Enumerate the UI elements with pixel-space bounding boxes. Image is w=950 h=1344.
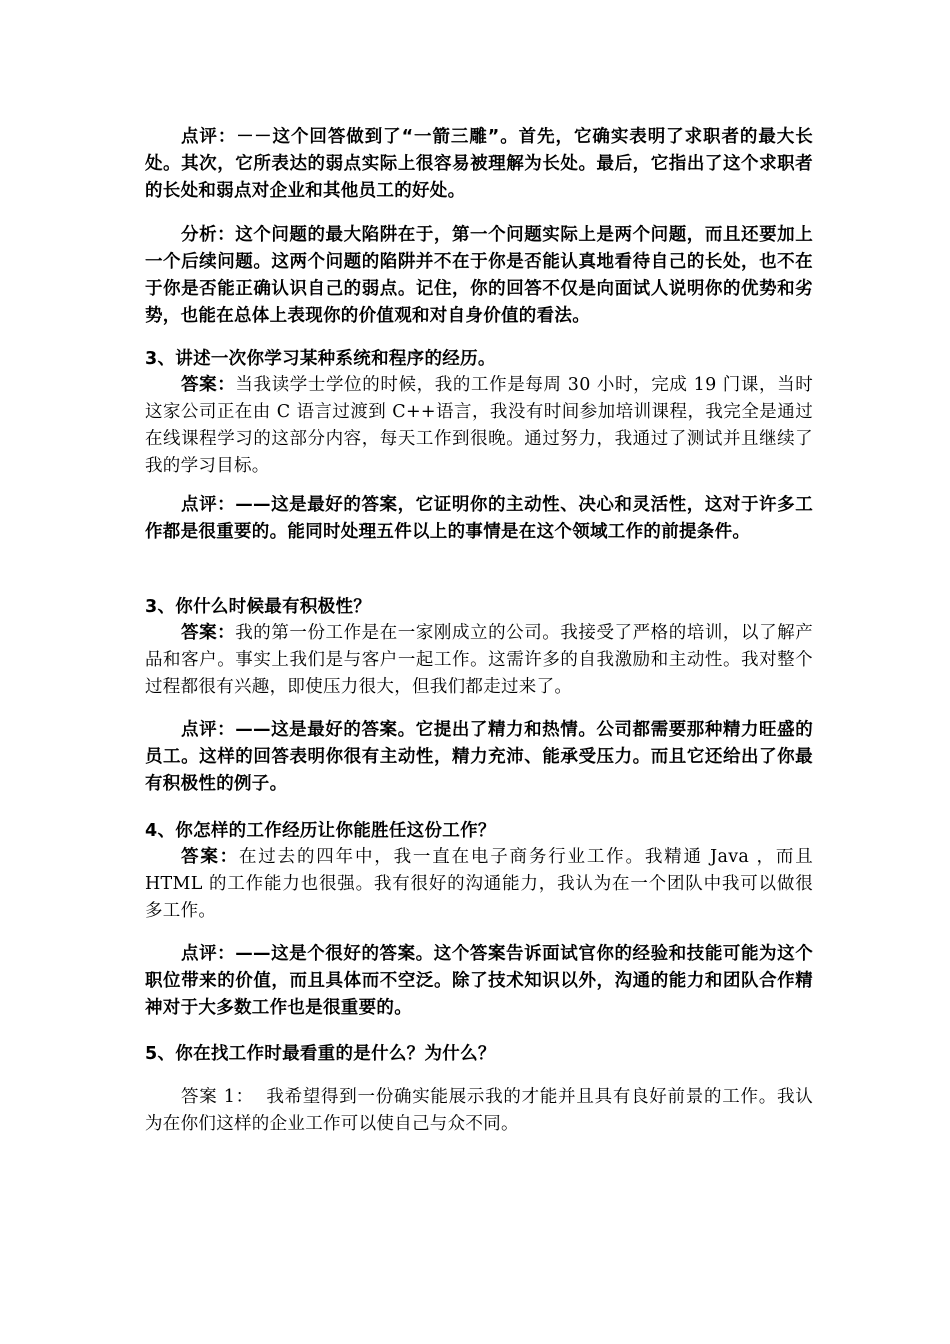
- comment-paragraph-3b: 点评：——这是最好的答案。它提出了精力和热情。公司都需要那种精力旺盛的员工。这样的回答表明你很有主动性，精力充沛、能承受压力。而且它还给出了你最有积极性的例子。: [145, 720, 813, 794]
- answer-paragraph-3a: [145, 372, 813, 480]
- answer-text-5: 我希望得到一份确实能展示我的才能并且具有良好前景的工作。我认为在你们这样的企业工作可以使自己与众不同。: [145, 1087, 813, 1134]
- answer-label-4: 答案：: [181, 847, 239, 867]
- analysis-paragraph-1: 分析：这个问题的最大陷阱在于，第一个问题实际上是两个问题，而且还要加上一个后续问题。这两个问题的陷阱并不在于你是否能认真地看待自己的长处，也不在于你是否能正确认识自己的弱点。记住，你的回答不仅是向面试人说明你的优势和劣势，也能在总体上表现你的价值观和对自身价值的看法。: [145, 225, 813, 326]
- comment-paragraph-1: 点评：－－这个回答做到了“一箭三雕”。首先，它确实表明了求职者的最大长处。其次，它所表达的弱点实际上很容易被理解为长处。最后，它指出了这个求职者的长处和弱点对企业和其他员工的好处。: [145, 127, 813, 201]
- answer-paragraph-5: [145, 1084, 813, 1138]
- question-heading-5: 5、你在找工作时最看重的是什么？为什么？: [145, 1044, 496, 1064]
- answer-text-3a: 当我读学士学位的时候，我的工作是每周 30 小时，完成 19 门课，当时这家公司正在由 C 语言过渡到 C++语言，我没有时间参加培训课程，我完全是通过在线课程学习的这部分内容，每天工作到很晚。通过努力，我通过了测试并且继续了我的学习目标。: [145, 375, 813, 476]
- answer-paragraph-4: [145, 844, 813, 925]
- comment-paragraph-4: 点评：——这是个很好的答案。这个答案告诉面试官你的经验和技能可能为这个职位带来的价值，而且具体而不空泛。除了技术知识以外，沟通的能力和团队合作精神对于大多数工作也是很重要的。: [145, 944, 813, 1018]
- answer-text-3b: 我的第一份工作是在一家刚成立的公司。我接受了严格的培训，以了解产品和客户。事实上我们是与客户一起工作。这需许多的自我激励和主动性。我对整个过程都很有兴趣，即使压力很大，但我们都走过来了。: [145, 623, 813, 697]
- question-heading-4: 4、你怎样的工作经历让你能胜任这份工作？: [145, 821, 496, 841]
- answer-text-4: 在过去的四年中，我一直在电子商务行业工作。我精通 Java ，而且 HTML 的工作能力也很强。我有很好的沟通能力，我认为在一个团队中我可以做很多工作。: [145, 847, 813, 921]
- answer-label-5: 答案 1：: [181, 1087, 254, 1107]
- answer-label-3a: 答案：: [181, 375, 236, 395]
- answer-paragraph-3b: [145, 620, 813, 701]
- answer-label-3b: 答案：: [181, 623, 236, 643]
- question-heading-3b: 3、你什么时候最有积极性？: [145, 597, 372, 617]
- question-heading-3a: 3、讲述一次你学习某种系统和程序的经历。: [145, 349, 496, 369]
- comment-paragraph-3a: 点评：——这是最好的答案，它证明你的主动性、决心和灵活性，这对于许多工作都是很重要的。能同时处理五件以上的事情是在这个领域工作的前提条件。: [145, 495, 813, 542]
